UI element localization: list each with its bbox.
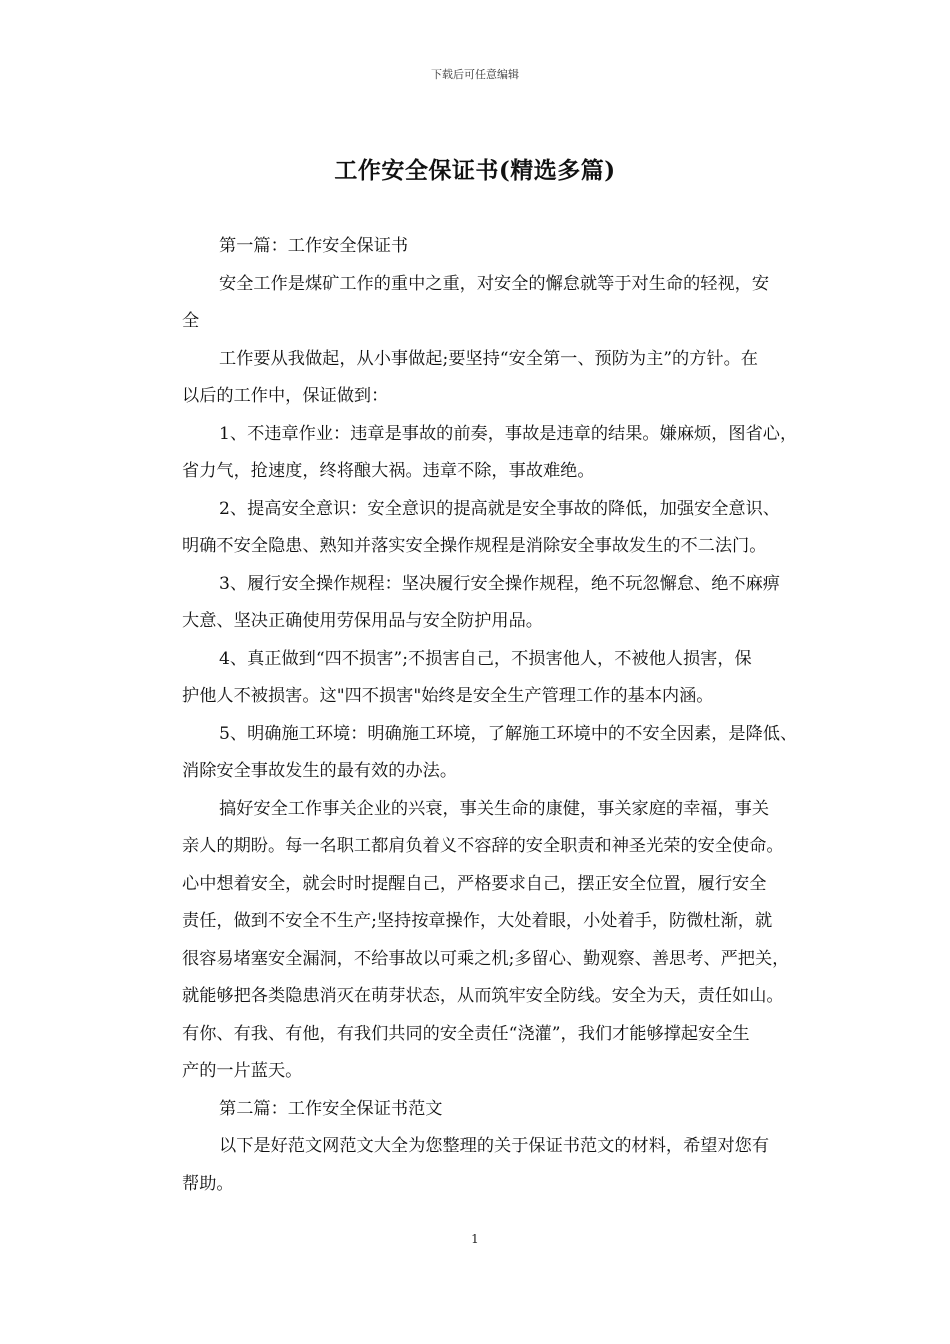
text-line: 帮助。 (182, 1173, 234, 1194)
text-line: 消除安全事故发生的最有效的办法。 (182, 761, 458, 781)
text-line: 工作要从我做起，从小事做起;要坚持“安全第一、预防为主”的方针。在 (219, 348, 758, 369)
body-text (145, 228, 813, 1203)
text-line: 安全工作是煤矿工作的重中之重，对安全的懈怠就等于对生命的轻视，安 (219, 273, 770, 294)
text-line: 搞好安全工作事关企业的兴衰，事关生命的康健，事关家庭的幸福，事关 (219, 798, 770, 819)
text-line: 责任，做到不安全不生产;坚持按章操作，大处着眼，小处着手，防微杜渐，就 (182, 911, 773, 931)
text-line: 第二篇：工作安全保证书范文 (219, 1098, 443, 1119)
text-line: 全 (182, 311, 200, 331)
text-line: 省力气，抢速度，终将酿大祸。违章不除，事故难绝。 (182, 461, 595, 481)
text-line: 3、履行安全操作规程：坚决履行安全操作规程，绝不玩忽懈怠、绝不麻痹 (219, 573, 780, 594)
document-title: 工作安全保证书(精选多篇) (334, 157, 616, 184)
text-line: 护他人不被损害。这"四不损害"始终是安全生产管理工作的基本内涵。 (182, 686, 714, 706)
text-line: 第一篇：工作安全保证书 (219, 236, 409, 256)
text-line: 产的一片蓝天。 (182, 1061, 303, 1081)
page-number: 1 (471, 1232, 479, 1246)
text-line: 心中想着安全，就会时时提醒自己，严格要求自己，摆正安全位置，履行安全 (182, 873, 767, 894)
text-line: 1、不违章作业：违章是事故的前奏，事故是违章的结果。嫌麻烦，图省心， (219, 423, 798, 444)
text-line: 亲人的期盼。每一名职工都肩负着义不容辞的安全职责和神圣光荣的安全使命。 (182, 836, 784, 856)
text-line: 5、明确施工环境：明确施工环境，了解施工环境中的不安全因素，是降低、 (219, 723, 798, 744)
text-line: 有你、有我、有他，有我们共同的安全责任“浇灌”，我们才能够撑起安全生 (182, 1023, 750, 1044)
text-line: 2、提高安全意识：安全意识的提高就是安全事故的降低，加强安全意识、 (219, 498, 780, 519)
text-line: 很容易堵塞安全漏洞，不给事故以可乘之机;多留心、勤观察、善思考、严把关， (182, 948, 790, 969)
text-line: 以下是好范文网范文大全为您整理的关于保证书范文的材料，希望对您有 (219, 1136, 770, 1156)
text-line: 以后的工作中，保证做到： (182, 386, 389, 406)
text-line: 明确不安全隐患、熟知并落实安全操作规程是消除安全事故发生的不二法门。 (182, 536, 767, 556)
text-line: 4、真正做到“四不损害”;不损害自己，不损害他人，不被他人损害，保 (219, 648, 752, 669)
document-body (145, 228, 813, 1203)
header-note: 下载后可任意编辑 (431, 68, 519, 81)
text-line: 就能够把各类隐患消灭在萌芽状态，从而筑牢安全防线。安全为天，责任如山。 (182, 986, 784, 1006)
text-line: 大意、坚决正确使用劳保用品与安全防护用品。 (182, 611, 543, 631)
